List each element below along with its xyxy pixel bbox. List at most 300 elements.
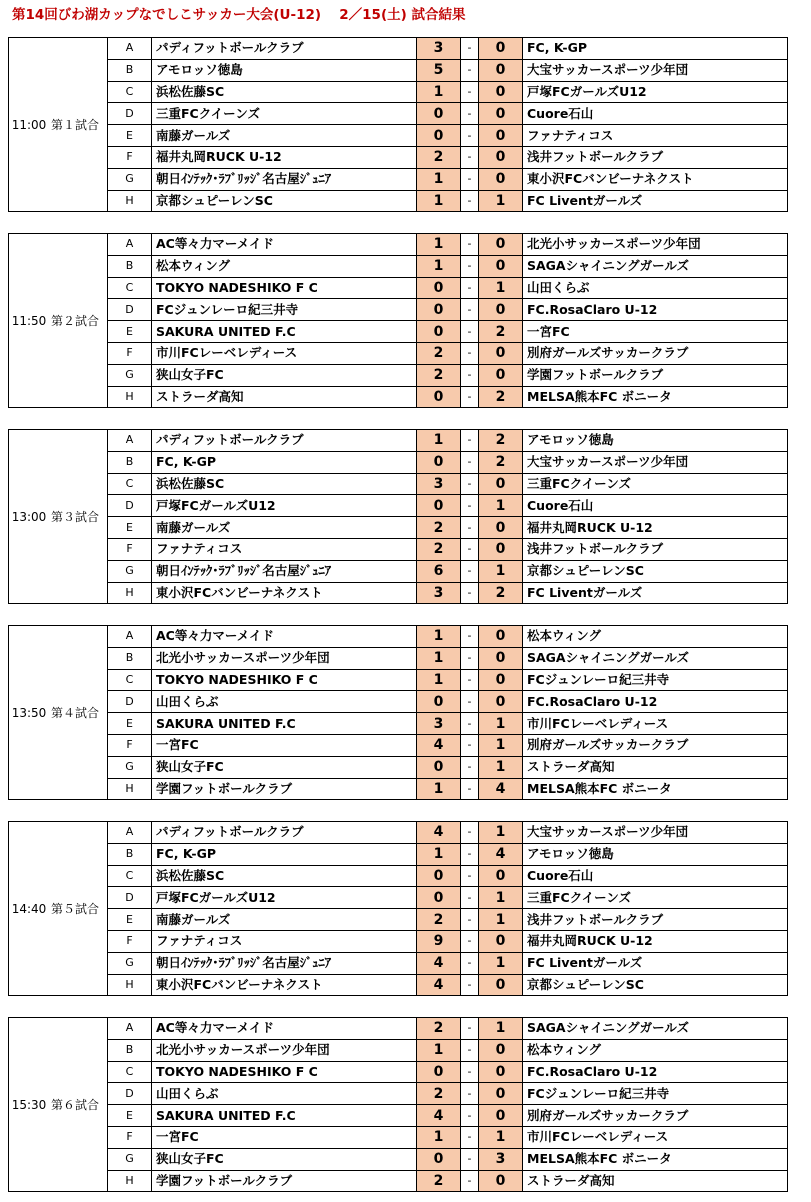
score-separator: - (461, 691, 479, 713)
group-letter: E (108, 1105, 152, 1127)
away-team: 一宮FC (523, 321, 788, 343)
away-score: 2 (479, 321, 523, 343)
group-letter: D (108, 495, 152, 517)
away-team: アモロッソ徳島 (523, 843, 788, 865)
game-row (9, 1170, 788, 1192)
group-letter: B (108, 255, 152, 277)
group-letter: D (108, 103, 152, 125)
away-team: 福井丸岡RUCK U-12 (523, 517, 788, 539)
home-team: 朝日ｲﾝﾃｯｸ･ﾗﾌﾞﾘｯｼﾞ名古屋ｼﾞｭﾆｱ (152, 952, 417, 974)
score-separator: - (461, 430, 479, 452)
game-row (9, 430, 788, 452)
away-team: 市川FCレーベレディース (523, 713, 788, 735)
away-score: 1 (479, 560, 523, 582)
group-letter: E (108, 321, 152, 343)
away-score: 0 (479, 168, 523, 190)
home-team: パディフットボールクラブ (152, 430, 417, 452)
game-row (9, 669, 788, 691)
round-label: 第３試合 (49, 430, 108, 604)
home-team: 朝日ｲﾝﾃｯｸ･ﾗﾌﾞﾘｯｼﾞ名古屋ｼﾞｭﾆｱ (152, 168, 417, 190)
home-team: パディフットボールクラブ (152, 822, 417, 844)
away-team: 別府ガールズサッカークラブ (523, 734, 788, 756)
away-score: 0 (479, 974, 523, 996)
game-row (9, 168, 788, 190)
home-score: 0 (417, 321, 461, 343)
home-score: 0 (417, 756, 461, 778)
game-row (9, 38, 788, 60)
away-score: 0 (479, 146, 523, 168)
home-score: 4 (417, 974, 461, 996)
kickoff-time: 15:30 (9, 1018, 50, 1192)
game-row (9, 277, 788, 299)
away-team: FC.RosaClaro U-12 (523, 299, 788, 321)
game-row (9, 647, 788, 669)
score-separator: - (461, 299, 479, 321)
home-team: 浜松佐藤SC (152, 473, 417, 495)
home-score: 1 (417, 255, 461, 277)
away-team: 松本ウィング (523, 626, 788, 648)
away-team: SAGAシャイニングガールズ (523, 647, 788, 669)
game-row (9, 517, 788, 539)
home-team: 北光小サッカースポーツ少年団 (152, 1039, 417, 1061)
group-letter: G (108, 168, 152, 190)
game-row (9, 81, 788, 103)
home-score: 5 (417, 59, 461, 81)
away-score: 4 (479, 778, 523, 800)
away-team: 浅井フットボールクラブ (523, 538, 788, 560)
home-score: 0 (417, 1061, 461, 1083)
home-score: 9 (417, 930, 461, 952)
match-block (8, 37, 788, 212)
group-letter: C (108, 669, 152, 691)
home-team: 朝日ｲﾝﾃｯｸ･ﾗﾌﾞﾘｯｼﾞ名古屋ｼﾞｭﾆｱ (152, 560, 417, 582)
home-score: 1 (417, 1039, 461, 1061)
away-score: 0 (479, 81, 523, 103)
group-letter: B (108, 1039, 152, 1061)
group-letter: D (108, 691, 152, 713)
score-separator: - (461, 865, 479, 887)
score-separator: - (461, 734, 479, 756)
home-score: 3 (417, 38, 461, 60)
match-block (8, 1017, 788, 1192)
away-team: 京都シュピーレンSC (523, 560, 788, 582)
away-team: 浅井フットボールクラブ (523, 146, 788, 168)
group-letter: F (108, 146, 152, 168)
group-letter: A (108, 626, 152, 648)
home-team: FC, K-GP (152, 843, 417, 865)
away-score: 3 (479, 1148, 523, 1170)
away-team: 学園フットボールクラブ (523, 364, 788, 386)
away-team: SAGAシャイニングガールズ (523, 1018, 788, 1040)
kickoff-time: 11:00 (9, 38, 50, 212)
game-row (9, 234, 788, 256)
home-team: 南藤ガールズ (152, 125, 417, 147)
game-row (9, 1018, 788, 1040)
away-score: 0 (479, 342, 523, 364)
home-team: TOKYO NADESHIKO F C (152, 669, 417, 691)
game-row (9, 1105, 788, 1127)
game-row (9, 582, 788, 604)
away-team: 北光小サッカースポーツ少年団 (523, 234, 788, 256)
home-team: ファナティコス (152, 930, 417, 952)
game-row (9, 756, 788, 778)
home-team: TOKYO NADESHIKO F C (152, 277, 417, 299)
home-team: AC等々力マーメイド (152, 1018, 417, 1040)
score-separator: - (461, 59, 479, 81)
round-label: 第６試合 (49, 1018, 108, 1192)
away-score: 1 (479, 1126, 523, 1148)
home-team: FCジュンレーロ紀三井寺 (152, 299, 417, 321)
game-row (9, 691, 788, 713)
home-team: 東小沢FCバンビーナネクスト (152, 974, 417, 996)
away-team: 別府ガールズサッカークラブ (523, 1105, 788, 1127)
away-score: 0 (479, 626, 523, 648)
away-team: 大宝サッカースポーツ少年団 (523, 451, 788, 473)
group-letter: H (108, 1170, 152, 1192)
score-separator: - (461, 277, 479, 299)
away-score: 1 (479, 952, 523, 974)
home-team: 一宮FC (152, 734, 417, 756)
match-block (8, 821, 788, 996)
home-team: 狭山女子FC (152, 756, 417, 778)
home-team: 京都シュピーレンSC (152, 190, 417, 212)
home-team: 市川FCレーベレディース (152, 342, 417, 364)
home-team: 浜松佐藤SC (152, 865, 417, 887)
home-team: 東小沢FCバンビーナネクスト (152, 582, 417, 604)
away-team: FCジュンレーロ紀三井寺 (523, 669, 788, 691)
group-letter: B (108, 59, 152, 81)
away-score: 0 (479, 1170, 523, 1192)
home-team: 一宮FC (152, 1126, 417, 1148)
group-letter: B (108, 451, 152, 473)
group-letter: C (108, 1061, 152, 1083)
away-score: 0 (479, 930, 523, 952)
score-separator: - (461, 81, 479, 103)
home-team: 南藤ガールズ (152, 909, 417, 931)
away-score: 1 (479, 713, 523, 735)
home-score: 0 (417, 103, 461, 125)
home-team: 狭山女子FC (152, 364, 417, 386)
group-letter: B (108, 843, 152, 865)
score-separator: - (461, 168, 479, 190)
away-score: 1 (479, 190, 523, 212)
game-row (9, 1148, 788, 1170)
home-score: 4 (417, 1105, 461, 1127)
score-separator: - (461, 255, 479, 277)
score-separator: - (461, 1105, 479, 1127)
away-team: MELSA熊本FC ボニータ (523, 1148, 788, 1170)
group-letter: A (108, 822, 152, 844)
away-team: 松本ウィング (523, 1039, 788, 1061)
game-row (9, 1083, 788, 1105)
away-team: 京都シュピーレンSC (523, 974, 788, 996)
score-separator: - (461, 125, 479, 147)
score-separator: - (461, 822, 479, 844)
group-letter: E (108, 517, 152, 539)
away-score: 1 (479, 756, 523, 778)
score-separator: - (461, 538, 479, 560)
away-team: FC Liventガールズ (523, 952, 788, 974)
game-row (9, 255, 788, 277)
score-separator: - (461, 1018, 479, 1040)
away-score: 0 (479, 647, 523, 669)
home-score: 4 (417, 822, 461, 844)
score-separator: - (461, 887, 479, 909)
home-team: 学園フットボールクラブ (152, 778, 417, 800)
home-score: 2 (417, 342, 461, 364)
home-score: 0 (417, 451, 461, 473)
away-score: 1 (479, 277, 523, 299)
home-score: 1 (417, 626, 461, 648)
group-letter: D (108, 1083, 152, 1105)
away-score: 0 (479, 59, 523, 81)
home-score: 6 (417, 560, 461, 582)
home-score: 1 (417, 1126, 461, 1148)
away-score: 2 (479, 582, 523, 604)
away-score: 4 (479, 843, 523, 865)
away-team: 山田くらぶ (523, 277, 788, 299)
home-score: 1 (417, 778, 461, 800)
score-separator: - (461, 342, 479, 364)
game-row (9, 822, 788, 844)
group-letter: F (108, 538, 152, 560)
home-team: TOKYO NADESHIKO F C (152, 1061, 417, 1083)
score-separator: - (461, 669, 479, 691)
away-score: 1 (479, 734, 523, 756)
group-letter: G (108, 560, 152, 582)
score-separator: - (461, 974, 479, 996)
away-team: FC Liventガールズ (523, 582, 788, 604)
away-team: 大宝サッカースポーツ少年団 (523, 59, 788, 81)
home-team: 戸塚FCガールズU12 (152, 495, 417, 517)
game-row (9, 473, 788, 495)
group-letter: H (108, 974, 152, 996)
away-team: FC.RosaClaro U-12 (523, 691, 788, 713)
home-score: 2 (417, 364, 461, 386)
group-letter: C (108, 473, 152, 495)
score-separator: - (461, 713, 479, 735)
group-letter: B (108, 647, 152, 669)
score-separator: - (461, 146, 479, 168)
game-row (9, 1126, 788, 1148)
game-row (9, 778, 788, 800)
home-score: 2 (417, 517, 461, 539)
score-separator: - (461, 930, 479, 952)
away-score: 0 (479, 255, 523, 277)
score-separator: - (461, 234, 479, 256)
group-letter: G (108, 952, 152, 974)
home-team: SAKURA UNITED F.C (152, 321, 417, 343)
away-score: 1 (479, 887, 523, 909)
away-score: 0 (479, 1061, 523, 1083)
group-letter: H (108, 386, 152, 408)
group-letter: E (108, 909, 152, 931)
home-score: 2 (417, 146, 461, 168)
score-separator: - (461, 756, 479, 778)
group-letter: F (108, 734, 152, 756)
away-score: 0 (479, 364, 523, 386)
game-row (9, 713, 788, 735)
score-separator: - (461, 560, 479, 582)
away-team: FC.RosaClaro U-12 (523, 1061, 788, 1083)
home-score: 0 (417, 125, 461, 147)
score-separator: - (461, 321, 479, 343)
game-row (9, 560, 788, 582)
score-separator: - (461, 843, 479, 865)
game-row (9, 495, 788, 517)
away-score: 0 (479, 473, 523, 495)
home-score: 1 (417, 669, 461, 691)
kickoff-time: 14:40 (9, 822, 50, 996)
round-label: 第５試合 (49, 822, 108, 996)
away-score: 1 (479, 1018, 523, 1040)
score-separator: - (461, 517, 479, 539)
group-letter: A (108, 38, 152, 60)
score-separator: - (461, 473, 479, 495)
game-row (9, 146, 788, 168)
home-score: 0 (417, 277, 461, 299)
home-team: AC等々力マーメイド (152, 626, 417, 648)
score-separator: - (461, 386, 479, 408)
kickoff-time: 11:50 (9, 234, 50, 408)
group-letter: H (108, 778, 152, 800)
home-team: 狭山女子FC (152, 1148, 417, 1170)
game-row (9, 299, 788, 321)
game-row (9, 734, 788, 756)
home-score: 1 (417, 168, 461, 190)
away-score: 0 (479, 38, 523, 60)
home-score: 0 (417, 865, 461, 887)
away-team: Cuore石山 (523, 495, 788, 517)
away-score: 0 (479, 1039, 523, 1061)
group-letter: C (108, 277, 152, 299)
away-team: 福井丸岡RUCK U-12 (523, 930, 788, 952)
score-separator: - (461, 582, 479, 604)
home-score: 2 (417, 909, 461, 931)
home-score: 4 (417, 952, 461, 974)
score-separator: - (461, 1148, 479, 1170)
away-team: FC Liventガールズ (523, 190, 788, 212)
game-row (9, 887, 788, 909)
away-team: 別府ガールズサッカークラブ (523, 342, 788, 364)
group-letter: A (108, 234, 152, 256)
group-letter: E (108, 713, 152, 735)
game-row (9, 190, 788, 212)
score-separator: - (461, 778, 479, 800)
score-separator: - (461, 626, 479, 648)
away-score: 0 (479, 103, 523, 125)
home-score: 3 (417, 713, 461, 735)
group-letter: G (108, 756, 152, 778)
home-team: 山田くらぶ (152, 1083, 417, 1105)
round-label: 第１試合 (49, 38, 108, 212)
score-separator: - (461, 103, 479, 125)
game-row (9, 538, 788, 560)
home-team: 戸塚FCガールズU12 (152, 887, 417, 909)
away-team: 東小沢FCバンビーナネクスト (523, 168, 788, 190)
away-team: ストラーダ高知 (523, 756, 788, 778)
away-score: 0 (479, 669, 523, 691)
game-row (9, 843, 788, 865)
home-score: 4 (417, 734, 461, 756)
away-team: 三重FCクイーンズ (523, 887, 788, 909)
group-letter: C (108, 81, 152, 103)
home-team: 三重FCクイーンズ (152, 103, 417, 125)
away-team: アモロッソ徳島 (523, 430, 788, 452)
game-row (9, 386, 788, 408)
away-score: 2 (479, 430, 523, 452)
group-letter: A (108, 1018, 152, 1040)
away-score: 0 (479, 691, 523, 713)
game-row (9, 364, 788, 386)
away-team: MELSA熊本FC ボニータ (523, 386, 788, 408)
home-team: AC等々力マーメイド (152, 234, 417, 256)
away-team: Cuore石山 (523, 865, 788, 887)
home-team: SAKURA UNITED F.C (152, 1105, 417, 1127)
game-row (9, 321, 788, 343)
kickoff-time: 13:00 (9, 430, 50, 604)
away-team: SAGAシャイニングガールズ (523, 255, 788, 277)
group-letter: F (108, 930, 152, 952)
home-team: アモロッソ徳島 (152, 59, 417, 81)
game-row (9, 930, 788, 952)
home-team: 学園フットボールクラブ (152, 1170, 417, 1192)
game-row (9, 865, 788, 887)
group-letter: H (108, 582, 152, 604)
away-score: 2 (479, 386, 523, 408)
home-score: 0 (417, 495, 461, 517)
home-score: 0 (417, 299, 461, 321)
home-score: 3 (417, 473, 461, 495)
home-score: 0 (417, 1148, 461, 1170)
home-team: パディフットボールクラブ (152, 38, 417, 60)
home-score: 2 (417, 1170, 461, 1192)
away-score: 0 (479, 234, 523, 256)
home-team: 福井丸岡RUCK U-12 (152, 146, 417, 168)
away-team: MELSA熊本FC ボニータ (523, 778, 788, 800)
match-block (8, 233, 788, 408)
away-score: 2 (479, 451, 523, 473)
game-row (9, 909, 788, 931)
score-separator: - (461, 38, 479, 60)
match-block (8, 429, 788, 604)
home-score: 1 (417, 843, 461, 865)
home-team: 南藤ガールズ (152, 517, 417, 539)
away-score: 1 (479, 909, 523, 931)
score-separator: - (461, 190, 479, 212)
away-score: 0 (479, 125, 523, 147)
away-score: 0 (479, 865, 523, 887)
kickoff-time: 13:50 (9, 626, 50, 800)
score-separator: - (461, 647, 479, 669)
home-team: 北光小サッカースポーツ少年団 (152, 647, 417, 669)
group-letter: A (108, 430, 152, 452)
group-letter: C (108, 865, 152, 887)
home-score: 2 (417, 1083, 461, 1105)
group-letter: G (108, 364, 152, 386)
away-team: 市川FCレーベレディース (523, 1126, 788, 1148)
home-score: 1 (417, 234, 461, 256)
score-separator: - (461, 1126, 479, 1148)
game-row (9, 1061, 788, 1083)
away-team: ファナティコス (523, 125, 788, 147)
game-row (9, 125, 788, 147)
home-team: ファナティコス (152, 538, 417, 560)
home-score: 0 (417, 386, 461, 408)
away-team: 三重FCクイーンズ (523, 473, 788, 495)
score-separator: - (461, 1039, 479, 1061)
away-team: 大宝サッカースポーツ少年団 (523, 822, 788, 844)
